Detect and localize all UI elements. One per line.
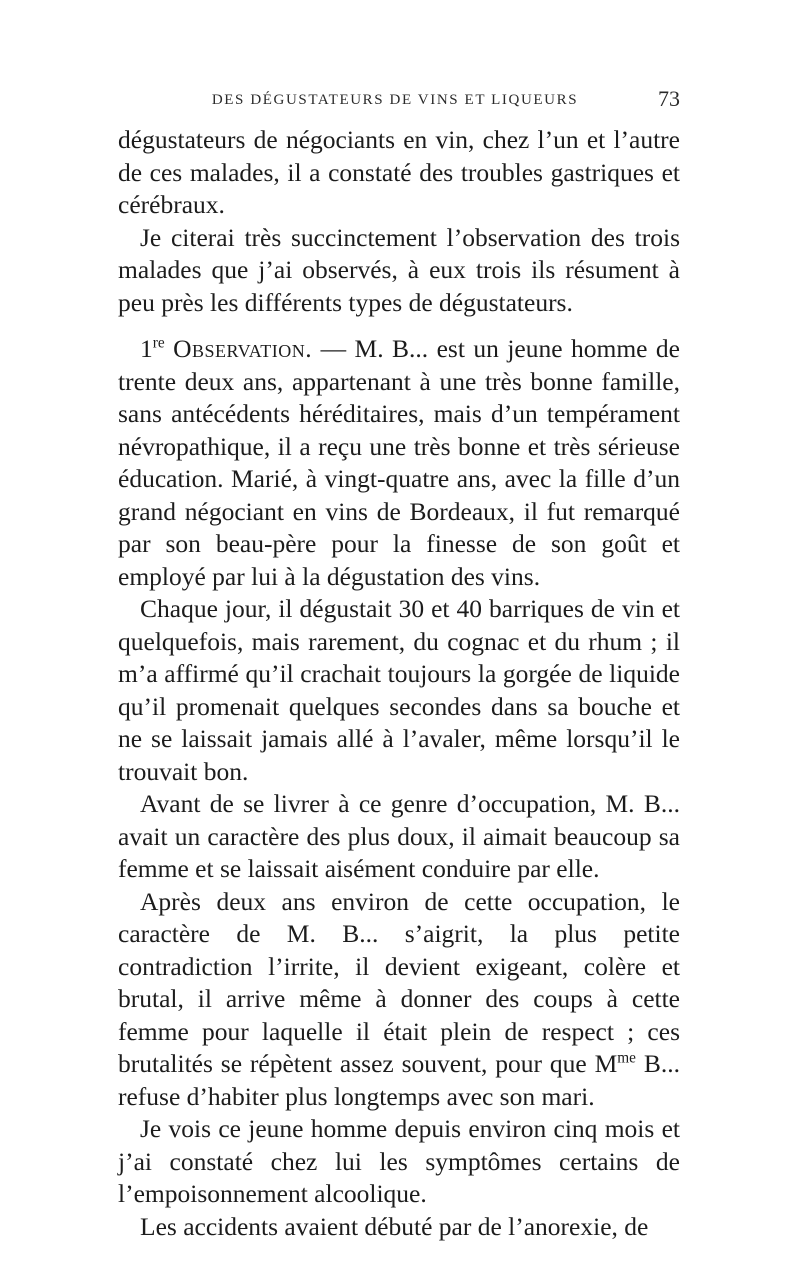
paragraph-character-after-text: Après deux ans environ de cette occupation, le caractère de M. B... s’aigrit, la plus petite contradiction l’irrite, il devient exigeant, colère et brutal, il arrive même à donner des coups à cette femme pour laquelle il était plein de respect ; ces brutalités se répètent assez souvent, pour que M [118,886,680,1078]
running-title: DES DÉGUSTATEURS DE VINS ET LIQUEURS [211,92,579,108]
paragraph-intro: Je citerai très succinctement l’observation des trois malades que j’ai observés, à eux trois ils résument à peu près les différents types de dégustateurs. [118,222,680,317]
page-number: 73 [658,86,680,111]
observation-text: — M. B... est un jeune homme de trente deux ans, appartenant à une très bonne famille, sans antécédents héréditaires, mais d’un tempérament névropathique, il a reçu une très bonne et très sérieuse éducation. Marié, à vingt-quatre ans, avec la fille d’un grand négociant en vins de Bordeaux, il fut remarqué par son beau-père pour la finesse de son goût et employé par lui à la dégustation des vins. [118,334,680,591]
paragraph-daily-tasting: Chaque jour, il dégustait 30 et 40 barriques de vin et quelquefois, mais rarement, du cognac et du rhum ; il m’a affirmé qu’il crachait toujours la gorgée de liquide qu’il promenait quelques secondes dans sa bouche et ne se laissait jamais allé à l’avaler, même lorsqu’il le trouvait bon. [118,594,680,786]
paragraph-symptoms: Je vois ce jeune homme depuis environ cinq mois et j’ai constaté chez lui les symptômes certains de l’empoisonnement alcoolique. [118,1114,680,1208]
observation-number: 1 [140,334,153,363]
observation-heading: Observation. [173,334,313,363]
paragraph-character-after [118,886,680,1114]
paragraph-accidents: Les accidents avaient débuté par de l’anorexie, de [140,1211,649,1241]
observation-ordinal: re [152,334,165,352]
body-text [118,124,680,1243]
paragraph-character-after-end: B... refuse d’habiter plus longtemps avec son mari. [118,1049,680,1111]
paragraph-continuation: dégustateurs de négociants en vin, chez l’un et l’autre de ces malades, il a constaté des troubles gastriques et cérébraux. [118,125,680,219]
paragraph-observation-1 [118,333,680,593]
madame-abbreviation-sup: me [617,1049,636,1067]
paragraph-character-before: Avant de se livrer à ce genre d’occupation, M. B... avait un caractère des plus doux, il aimait beaucoup sa femme et se laissait aisément conduire par elle. [118,789,680,883]
